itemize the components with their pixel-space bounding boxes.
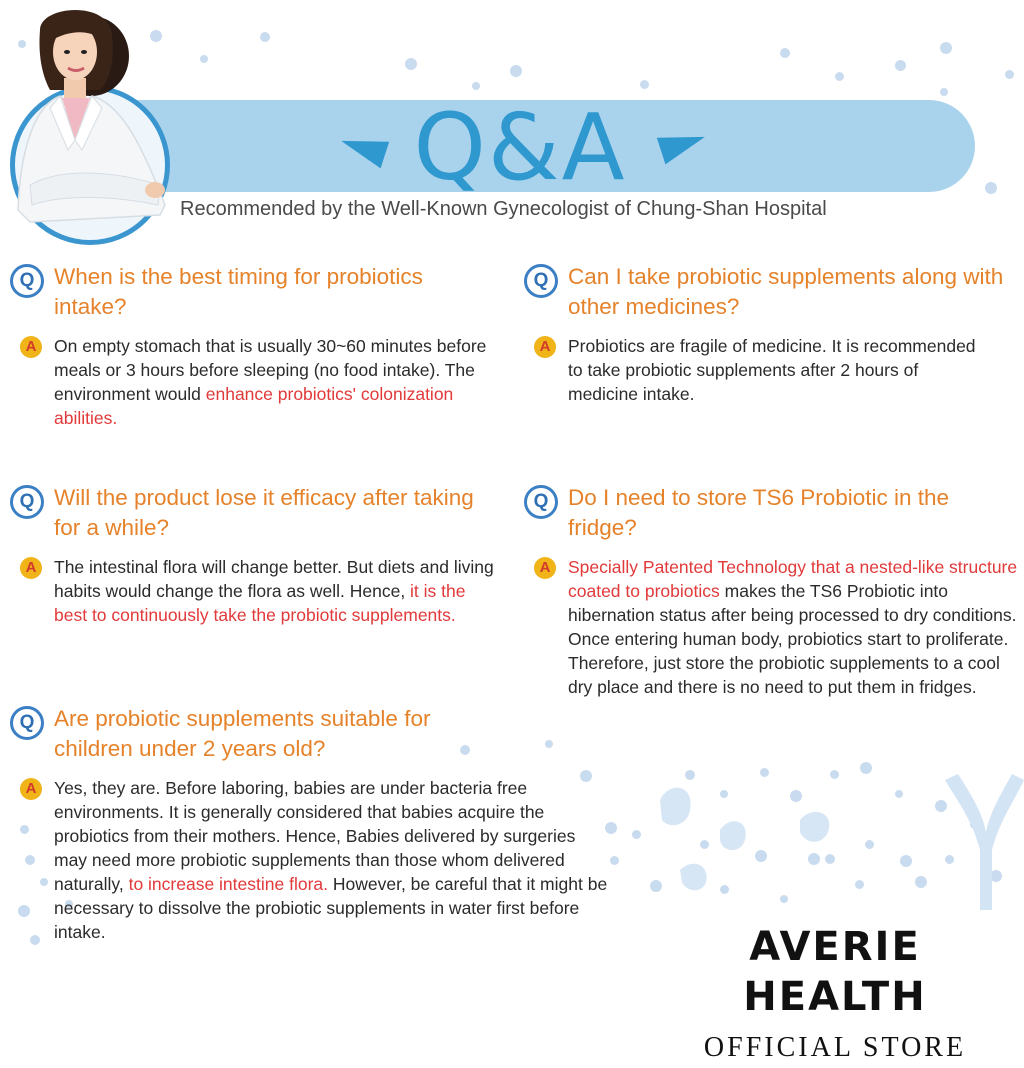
answer-marker-icon: A bbox=[534, 336, 556, 358]
question-marker-icon: Q bbox=[10, 264, 44, 298]
qa-block-5 bbox=[10, 704, 620, 944]
question-row bbox=[10, 262, 500, 322]
answer-text: The intestinal flora will change better. But diets and living habits would change the flora as well. Hence, it is the best to continuously take the probiotic supplements. bbox=[54, 557, 494, 625]
question-marker-icon: Q bbox=[10, 485, 44, 519]
page-subtitle: Recommended by the Well-Known Gynecologist of Chung-Shan Hospital bbox=[180, 198, 827, 220]
answer-text: Probiotics are fragile of medicine. It is recommended to take probiotic supplements after 2 hours of medicine intake. bbox=[568, 336, 976, 404]
answer-marker-icon: A bbox=[20, 336, 42, 358]
answer-highlight: it is the best to continuously take the probiotic supplements. bbox=[54, 581, 466, 625]
brand-name: AVERIE HEALTH bbox=[743, 924, 927, 1020]
brand-block bbox=[650, 922, 1020, 1068]
question-row bbox=[10, 704, 494, 764]
answer-highlight: to increase intestine flora. bbox=[128, 874, 328, 894]
answer-marker-icon: A bbox=[20, 778, 42, 800]
answer-text: Specially Patented Technology that a nested-like structure coated to probiotics makes the TS6 Probiotic into hibernation status after being processed to dry conditions. Once entering human body, probiotics start to proliferate. Therefore, just store the probiotic supplements to a cool dry place and there is no need to put them in fridges. bbox=[568, 557, 1018, 697]
answer-highlight: Specially Patented Technology that a nested-like structure coated to probiotics bbox=[568, 557, 1018, 601]
question-marker-icon: Q bbox=[524, 264, 558, 298]
question-row bbox=[524, 483, 1022, 543]
page-title: Q&A bbox=[413, 94, 627, 201]
question-marker-icon: Q bbox=[524, 485, 558, 519]
answer-row bbox=[524, 334, 1019, 406]
qa-block-2 bbox=[524, 262, 1019, 406]
question-text: Will the product lose it efficacy after taking for a while? bbox=[54, 485, 474, 540]
doctor-figure bbox=[0, 0, 190, 240]
brand-tagline: OFFICIAL STORE bbox=[703, 1032, 967, 1063]
answer-text: On empty stomach that is usually 30~60 minutes before meals or 3 hours before sleeping (no food intake). The environment would enhance probiotics' colonization abilities. bbox=[54, 336, 487, 428]
answer-text: Yes, they are. Before laboring, babies are under bacteria free environments. It is generally considered that babies acquire the probiotics from their mothers. Hence, Babies delivered by surgeries may need more probiotic supplements than those whom delivered naturally, to increase intestine flora. However, be careful that it might be necessary to dissolve the probiotic supplements in water first before intake. bbox=[54, 778, 608, 942]
question-row bbox=[524, 262, 1019, 322]
question-marker-icon: Q bbox=[10, 706, 44, 740]
answer-row bbox=[10, 776, 620, 944]
decorative-bacteria-graphic bbox=[600, 760, 1024, 920]
qa-block-4 bbox=[524, 483, 1022, 699]
question-text: Are probiotic supplements suitable for children under 2 years old? bbox=[54, 706, 431, 761]
question-text: When is the best timing for probiotics intake? bbox=[54, 264, 423, 319]
answer-row bbox=[10, 334, 500, 430]
question-text: Do I need to store TS6 Probiotic in the fridge? bbox=[568, 485, 950, 540]
answer-row bbox=[524, 555, 1022, 699]
qa-block-1 bbox=[10, 262, 500, 430]
answer-highlight: enhance probiotics' colonization abilities. bbox=[54, 384, 454, 428]
answer-row bbox=[10, 555, 500, 627]
qa-block-3 bbox=[10, 483, 500, 627]
question-text: Can I take probiotic supplements along with other medicines? bbox=[568, 264, 1004, 319]
answer-marker-icon: A bbox=[20, 557, 42, 579]
question-row bbox=[10, 483, 500, 543]
answer-marker-icon: A bbox=[534, 557, 556, 579]
